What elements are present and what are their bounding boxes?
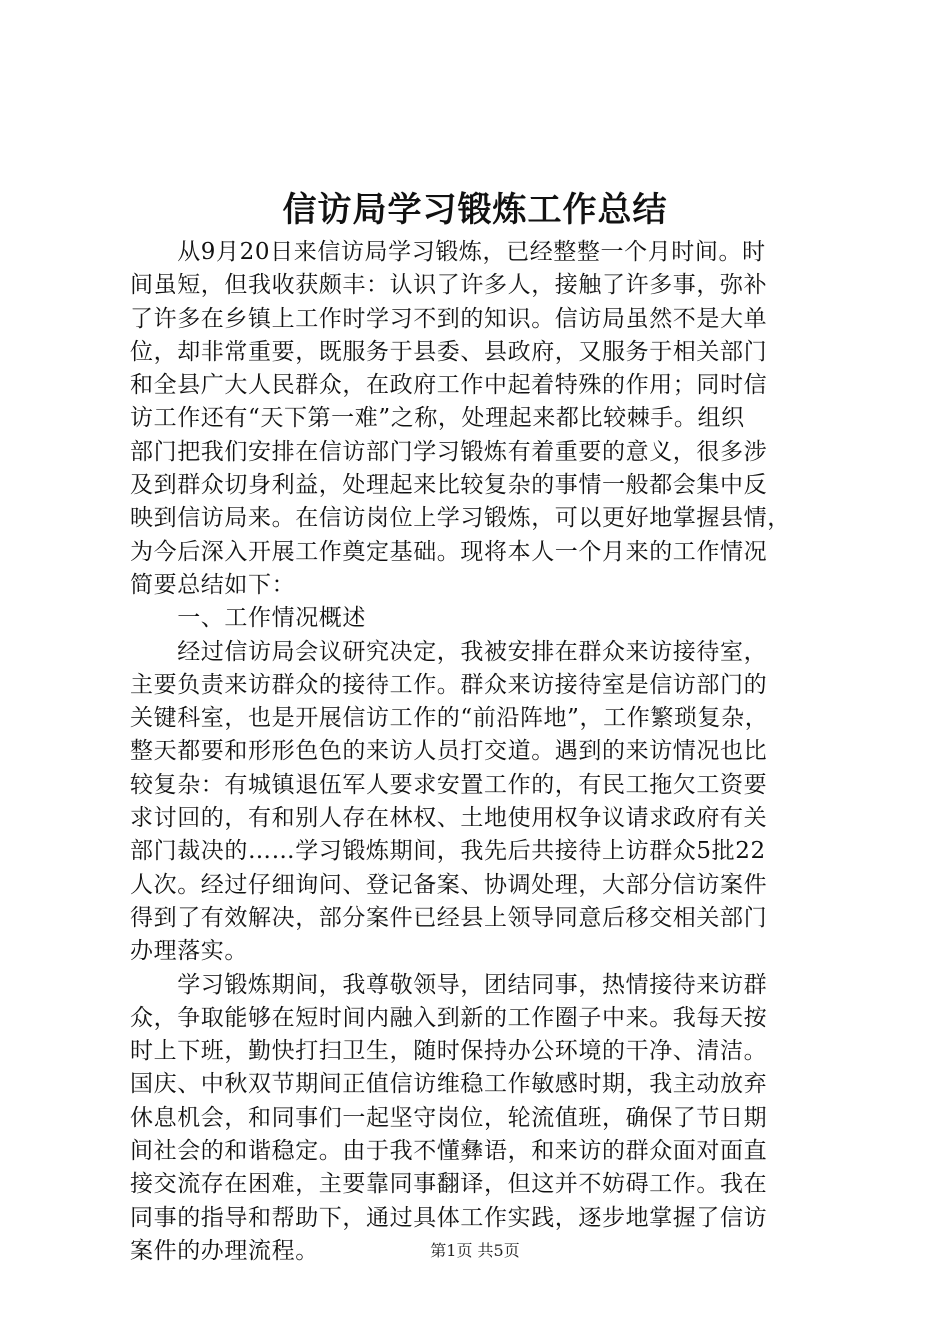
body-line: 国庆、中秋双节期间正值信访维稳工作敏感时期，我主动放弃: [130, 1071, 768, 1098]
body-line: 学习锻炼期间，我尊敬领导，团结同事，热情接待来访群: [130, 971, 768, 998]
body-line: 求讨回的，有和别人存在林权、土地使用权争议请求政府有关: [130, 805, 768, 832]
body-line: 案件的办理流程。: [130, 1237, 319, 1264]
body-line: 同事的指导和帮助下，通过具体工作实践，逐步地掌握了信访: [130, 1204, 768, 1231]
body-line: 映到信访局来。在信访岗位上学习锻炼，可以更好地掌握县情，: [130, 505, 791, 532]
body-line: 和全县广大人民群众，在政府工作中起着特殊的作用；同时信: [130, 372, 768, 399]
body-line: 部门把我们安排在信访部门学习锻炼有着重要的意义，很多涉: [130, 438, 768, 465]
body-line: 主要负责来访群众的接待工作。群众来访接待室是信访部门的: [130, 671, 768, 698]
body-line: 及到群众切身利益，处理起来比较复杂的事情一般都会集中反: [130, 472, 768, 499]
body-line: 得到了有效解决，部分案件已经县上领导同意后移交相关部门: [130, 904, 768, 931]
body-line: 时上下班，勤快打扫卫生，随时保持办公环境的干净、清洁。: [130, 1038, 768, 1065]
body-line: 较复杂：有城镇退伍军人要求安置工作的，有民工拖欠工资要: [130, 771, 768, 798]
body-line: 间虽短，但我收获颇丰：认识了许多人，接触了许多事，弥补: [130, 272, 768, 299]
page-number-footer: 第1页 共5页: [430, 1241, 520, 1260]
document-title: 信访局学习锻炼工作总结: [282, 190, 668, 230]
body-line: 从9月20日来信访局学习锻炼，已经整整一个月时间。时: [130, 239, 766, 265]
body-line: 部门裁决的……学习锻炼期间，我先后共接待上访群众5批22: [130, 838, 766, 865]
body-line: 访工作还有“天下第一难”之称，处理起来都比较棘手。组织: [130, 405, 745, 432]
body-line: 办理落实。: [130, 938, 248, 965]
section-heading: 一、工作情况概述: [130, 605, 366, 632]
body-line: 经过信访局会议研究决定，我被安排在群众来访接待室，: [130, 638, 768, 665]
body-line: 接交流存在困难，主要靠同事翻译，但这并不妨碍工作。我在: [130, 1171, 768, 1198]
body-line: 休息机会，和同事们一起坚守岗位，轮流值班，确保了节日期: [130, 1104, 768, 1131]
body-line: 众，争取能够在短时间内融入到新的工作圈子中来。我每天按: [130, 1004, 768, 1031]
document-body: [130, 236, 835, 1268]
body-line: 关键科室，也是开展信访工作的“前沿阵地”，工作繁琐复杂，: [130, 705, 769, 732]
body-line: 了许多在乡镇上工作时学习不到的知识。信访局虽然不是大单: [130, 305, 768, 332]
body-line: 为今后深入开展工作奠定基础。现将本人一个月来的工作情况: [130, 538, 768, 565]
body-line: 简要总结如下：: [130, 571, 296, 598]
body-line: 人次。经过仔细询问、登记备案、协调处理，大部分信访案件: [130, 871, 768, 898]
body-line: 间社会的和谐稳定。由于我不懂彝语，和来访的群众面对面直: [130, 1138, 768, 1165]
body-line: 整天都要和形形色色的来访人员打交道。遇到的来访情况也比: [130, 738, 768, 765]
body-line: 位，却非常重要，既服务于县委、县政府，又服务于相关部门: [130, 338, 768, 365]
